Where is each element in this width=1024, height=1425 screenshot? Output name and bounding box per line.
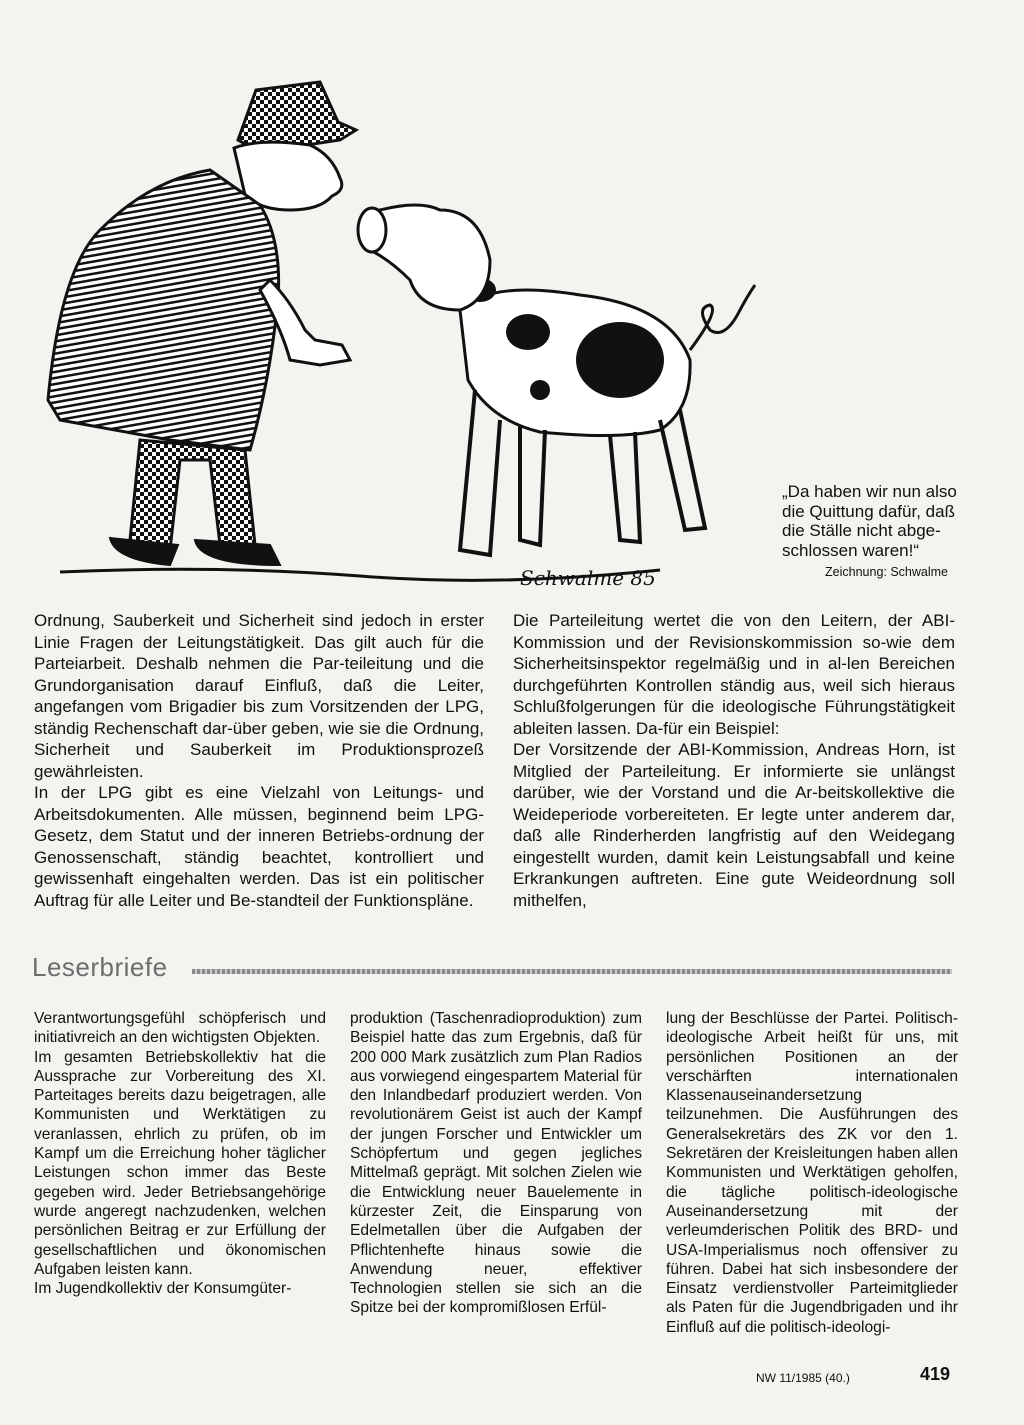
letters-column-1 xyxy=(34,1009,326,1298)
issue-reference: NW 11/1985 (40.) xyxy=(756,1371,850,1385)
cartoon-caption xyxy=(782,482,982,583)
caption-credit: Zeichnung: Schwalme xyxy=(825,565,948,579)
cartoon-signature: Schwalme 85 xyxy=(520,566,656,590)
letters-paragraph: produktion (Taschenradioproduktion) zum Beispiel hatte das zum Ergebnis, daß für 200 000 Mark zusätzlich zum Plan Radios aus vorwiegend eingespartem Material für den Inlandbedarf produziert werden. Von revolutionärem Geist ist auch der Kampf der jungen Forscher und Entwickler um Schöpfertum und gegen jegliches Mittelmaß geprägt. Mit solchen Zielen wie die Entwicklung neuer Bauelemente in kürzester Zeit, die Einsparung von Edelmetallen über die Aufgaben der Pflichtenhefte hinaus sowie die Anwendung neuer, effektiver Technologien stellen sie sich an die Spitze bei der kompromißlosen Erfül- xyxy=(350,1010,642,1317)
letters-paragraph: Im gesamten Betriebskollektiv hat die Aussprache zur Vorbereitung des XI. Parteitages bereits dazu beigetragen, alle Kommunisten und Werktätigen zu veranlassen, ehrlich zu prüfen, ob im Kampf um die Erreichung hoher täglicher Leistungen schon immer das Beste gegeben wird. Jeder Betriebsangehörige wurde angeregt nachzudenken, welchen persönlichen Beitrag er zur Erfüllung der gesellschaftlichen und ökonomischen Aufgaben leisten kann. xyxy=(34,1048,326,1278)
man-legs xyxy=(130,440,255,550)
article-paragraph: Die Parteileitung wertet die von den Leitern, der ABI-Kommission und der Revisionskommission so-wie dem Sicherheitsinspektor regelmäßig und in al-len Bereichen durchgeführten Kontrollen ständig aus, weil sich hieraus Schlußfolgerungen für die ideologische Führungstätigkeit ableiten lassen. Da-für ein Beispiel: xyxy=(513,611,955,738)
letters-paragraph: lung der Beschlüsse der Partei. Politisch-ideologische Arbeit heißt für uns, mit persönlichen Positionen an der verschärften internationalen Klassenauseinandersetzung teilzunehmen. Die Ausführungen des Generalsekretärs des ZK vor den 1. Sekretären der Kreisleitungen haben allen Kommunisten und Werktätigen geholfen, die tägliche politisch-ideologische Auseinandersetzung mit der verleumderischen Politik des BRD- und USA-Imperialismus noch offensiver zu führen. Dabei hat sich insbesondere der Einsatz verdienstvoller Parteimitglieder als Paten für die Jugendbrigaden und ihr Einfluß auf die politisch-ideologi- xyxy=(666,1010,958,1336)
pig-spot xyxy=(576,322,664,398)
article-paragraph: Ordnung, Sauberkeit und Sicherheit sind jedoch in erster Linie Fragen der Leitungstätigkeit. Das gilt auch für die Parteiarbeit. Deshalb nehmen die Par-teileitung und die Grundorganisation darauf Einfluß, daß die Leiter, angefangen vom Brigadier bis zum Vorsitzenden der LPG, ständig Rechenschaft dar-über geben, wie sie die Ordnung, Sicherheit und Sauberkeit im Produktionsprozeß gewährleisten. xyxy=(34,611,484,781)
section-divider xyxy=(192,969,952,974)
letters-paragraph: Im Jugendkollektiv der Konsumgüter- xyxy=(34,1280,292,1298)
pig-spot xyxy=(506,314,550,350)
article-paragraph: Der Vorsitzende der ABI-Kommission, Andreas Horn, ist Mitglied der Parteileitung. Er informierte sie unlängst darüber, wie der Vorstand und die Ar-beitskollektive die Weideperiode vorbereiteten. Er legte unter anderem dar, daß alle Rinderherden langfristig auf den Weidegang eingestellt wurden, damit kein Leistungsabfall und keine Erkrankungen auftreten. Eine gute Weideordnung soll mithelfen, xyxy=(513,740,955,910)
caption-quote: „Da haben wir nun also die Quittung dafür, daß die Ställe nicht abge-schlossen waren!“ xyxy=(782,482,957,560)
pig-spot xyxy=(530,380,550,400)
article-column-left xyxy=(34,610,484,911)
man-hat xyxy=(238,82,356,152)
page-number: 419 xyxy=(920,1364,951,1384)
letters-column-2 xyxy=(350,1009,642,1318)
man-coat xyxy=(48,170,279,450)
article-column-right xyxy=(513,610,955,911)
letters-paragraph: Verantwortungsgefühl schöpferisch und initiativreich an den wichtigsten Objekten. xyxy=(34,1010,326,1047)
pig-tail xyxy=(690,285,755,350)
pig-snout xyxy=(358,208,386,252)
letters-column-3 xyxy=(666,1009,958,1337)
man-shoe-right xyxy=(195,540,280,565)
section-title-leserbriefe: Leserbriefe xyxy=(32,952,168,982)
cartoon-illustration xyxy=(20,60,770,595)
article-paragraph: In der LPG gibt es eine Vielzahl von Leitungs- und Arbeitsdokumenten. Alle müssen, beginnend beim LPG-Gesetz, dem Statut und der inneren Betriebs-ordnung der Genossenschaft, ständig beachtet, kontrolliert und gewissenhaft eingehalten werden. Das ist ein politischer Auftrag für alle Leiter und Be-standteil der Funktionspläne. xyxy=(34,783,484,910)
